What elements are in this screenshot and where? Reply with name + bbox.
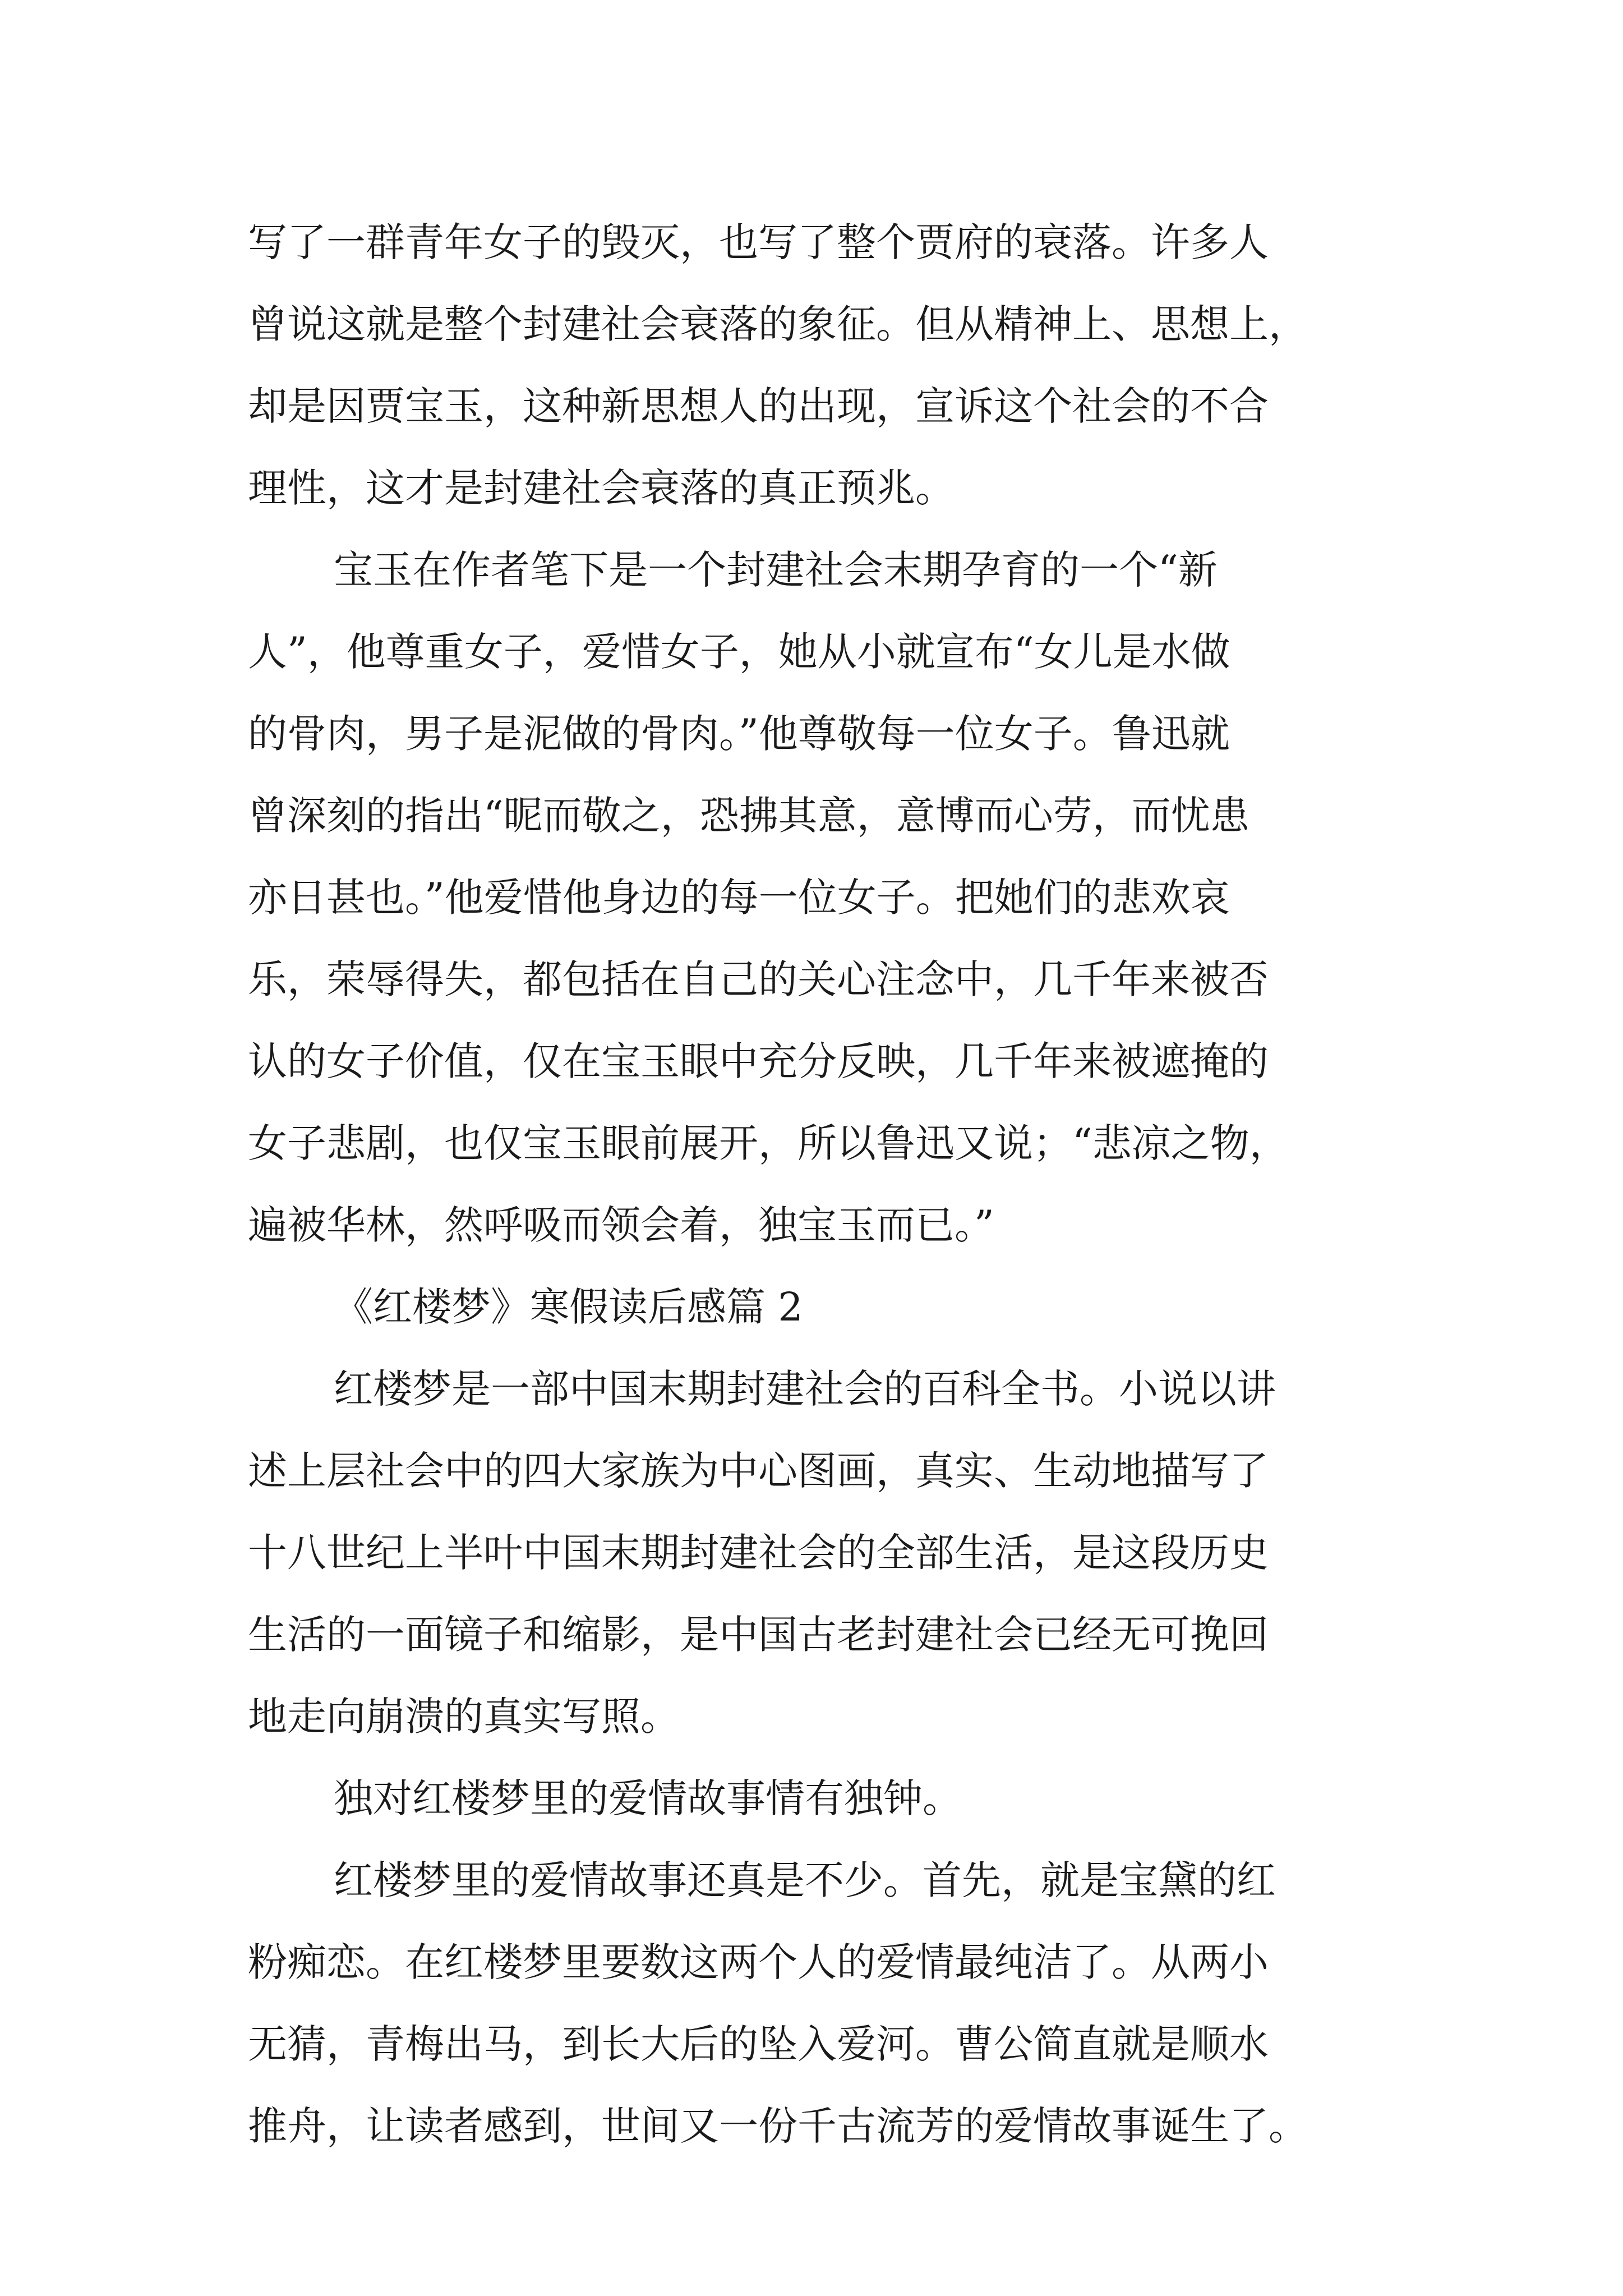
text-line: 认的女子价值，仅在宝玉眼中充分反映，几千年来被遮掩的: [248, 1038, 1269, 1084]
text-line: 曾深刻的指出“昵而敬之，恐拂其意，意博而心劳，而忧患: [248, 793, 1249, 839]
text-line: 曾说这就是整个封建社会衰落的象征。但从精神上、思想上，: [248, 301, 1308, 347]
text-line: 的骨肉，男子是泥做的骨肉。”他尊敬每一位女子。鲁迅就: [248, 711, 1230, 757]
text-line: 推舟，让读者感到，世间又一份千古流芳的爱情故事诞生了。: [248, 2103, 1308, 2149]
text-line: 却是因贾宝玉，这种新思想人的出现，宣诉这个社会的不合: [248, 383, 1269, 429]
paragraph-first-line: 红楼梦是一部中国末期封建社会的百科全书。小说以讲: [334, 1366, 1276, 1412]
text-line: 人”，他尊重女子，爱惜女子，她从小就宣布“女儿是水做: [248, 629, 1230, 675]
text-line: 写了一群青年女子的毁灭，也写了整个贾府的衰落。许多人: [248, 219, 1269, 265]
text-line: 遍被华林，然呼吸而领会着，独宝玉而已。”: [248, 1202, 994, 1248]
section-heading: 《红楼梦》寒假读后感篇 2: [334, 1284, 803, 1330]
text-line: 十八世纪上半叶中国末期封建社会的全部生活，是这段历史: [248, 1530, 1269, 1576]
paragraph-first-line: 红楼梦里的爱情故事还真是不少。首先，就是宝黛的红: [334, 1857, 1276, 1903]
paragraph-first-line: 独对红楼梦里的爱情故事情有独钟。: [334, 1775, 962, 1821]
text-line: 理性，这才是封建社会衰落的真正预兆。: [248, 465, 955, 511]
text-line: 地走向崩溃的真实写照。: [248, 1694, 680, 1740]
text-line: 粉痴恋。在红楼梦里要数这两个人的爱情最纯洁了。从两小: [248, 1939, 1269, 1985]
text-line: 无猜，青梅出马，到长大后的坠入爱河。曹公简直就是顺水: [248, 2021, 1269, 2067]
text-line: 女子悲剧，也仅宝玉眼前展开，所以鲁迅又说；“悲凉之物，: [248, 1120, 1289, 1166]
paragraph-first-line: 宝玉在作者笔下是一个封建社会末期孕育的一个“新: [334, 547, 1218, 593]
text-line: 亦日甚也。”他爱惜他身边的每一位女子。把她们的悲欢哀: [248, 875, 1230, 921]
text-line: 述上层社会中的四大家族为中心图画，真实、生动地描写了: [248, 1448, 1269, 1494]
text-line: 生活的一面镜子和缩影，是中国古老封建社会已经无可挽回: [248, 1612, 1269, 1658]
text-line: 乐，荣辱得失，都包括在自己的关心注念中，几千年来被否: [248, 956, 1269, 1002]
